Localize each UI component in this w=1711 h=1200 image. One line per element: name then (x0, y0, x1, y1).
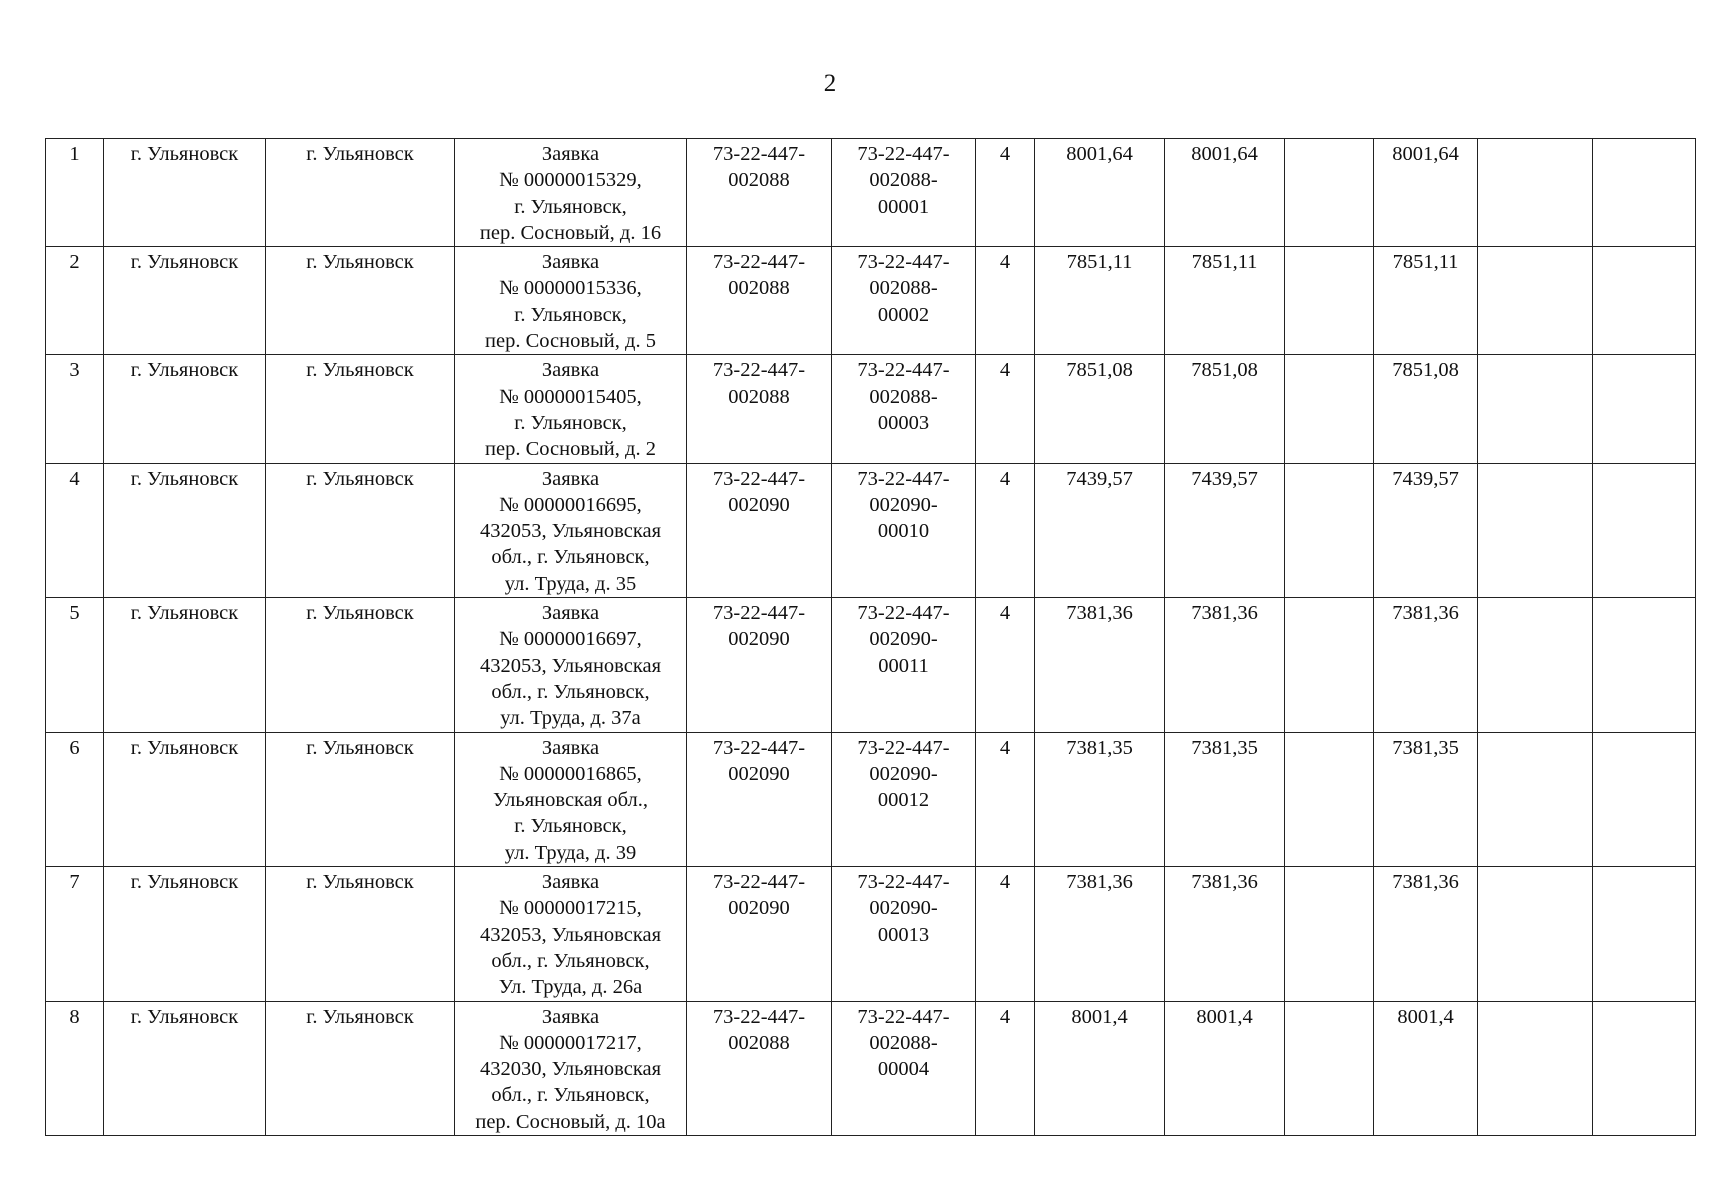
application-cell-line: обл., г. Ульяновск, (491, 546, 650, 569)
amount-2-cell: 7381,36 (1165, 598, 1285, 732)
extra-2-cell (1593, 598, 1696, 732)
cadastral-quarter-cell-line: 002088 (728, 169, 790, 192)
settlement-cell: г. Ульяновск (266, 1001, 455, 1135)
table-row (46, 247, 1696, 355)
row-number: 1 (46, 139, 104, 247)
application-cell-line: № 00000017217, (499, 1031, 642, 1054)
application-cell-line: пер. Сосновый, д. 16 (479, 221, 662, 244)
extra-2-cell (1593, 867, 1696, 1001)
category-cell: 4 (976, 247, 1035, 355)
application-cell-line: 432053, Ульяновская (479, 520, 662, 543)
cadastral-number-cell-line: 002090- (869, 897, 938, 920)
amount-3-cell (1285, 247, 1374, 355)
cadastral-number-cell-line: 73-22-447- (857, 251, 950, 274)
amount-1-cell: 7381,36 (1035, 867, 1165, 1001)
application-cell-line: Ул. Труда, д. 26а (498, 976, 643, 999)
application-cell-line: 432053, Ульяновская (479, 923, 662, 946)
register-rows (46, 139, 1696, 1136)
application-cell-line: ул. Труда, д. 39 (504, 841, 637, 864)
municipality-cell: г. Ульяновск (104, 355, 266, 463)
cadastral-quarter-cell-line: 002090 (728, 762, 790, 785)
cadastral-quarter-cell (687, 867, 832, 1001)
application-cell-line: № 00000015405, (499, 385, 642, 408)
application-cell-line: Заявка (541, 871, 600, 894)
cadastral-number-cell-line: 002090- (869, 762, 938, 785)
cadastral-number-cell-line: 73-22-447- (857, 736, 950, 759)
amount-1-cell: 7851,11 (1035, 247, 1165, 355)
category-cell: 4 (976, 463, 1035, 597)
cadastral-number-cell (832, 1001, 976, 1135)
municipality-cell: г. Ульяновск (104, 463, 266, 597)
cadastral-number-cell (832, 732, 976, 866)
cadastral-number-cell-line: 002088- (869, 1031, 938, 1054)
cadastral-quarter-cell-line: 002088 (728, 385, 790, 408)
cadastral-number-cell-line: 00012 (877, 789, 930, 812)
table-row (46, 732, 1696, 866)
application-cell (455, 732, 687, 866)
cadastral-quarter-cell (687, 732, 832, 866)
amount-3-cell (1285, 355, 1374, 463)
application-cell-line: пер. Сосновый, д. 2 (485, 438, 656, 461)
cadastral-quarter-cell-line: 002088 (728, 277, 790, 300)
amount-3-cell (1285, 598, 1374, 732)
amount-4-cell: 7381,36 (1374, 598, 1478, 732)
row-number: 4 (46, 463, 104, 597)
municipality-cell: г. Ульяновск (104, 732, 266, 866)
extra-1-cell (1478, 732, 1593, 866)
extra-1-cell (1478, 598, 1593, 732)
cadastral-number-cell (832, 463, 976, 597)
amount-1-cell: 7439,57 (1035, 463, 1165, 597)
application-cell-line: Заявка (541, 736, 600, 759)
category-cell: 4 (976, 867, 1035, 1001)
application-cell-line: г. Ульяновск, (514, 815, 627, 838)
amount-4-cell: 7439,57 (1374, 463, 1478, 597)
application-cell-line: обл., г. Ульяновск, (491, 949, 650, 972)
cadastral-number-cell-line: 73-22-447- (857, 1005, 950, 1028)
application-cell (455, 598, 687, 732)
category-cell: 4 (976, 355, 1035, 463)
cadastral-quarter-cell-line: 73-22-447- (712, 143, 806, 165)
cadastral-number-cell-line: 00003 (877, 411, 930, 434)
cadastral-number-cell-line: 002088- (869, 277, 938, 300)
cadastral-quarter-cell-line: 73-22-447- (712, 251, 806, 274)
extra-1-cell (1478, 139, 1593, 247)
amount-4-cell: 7851,08 (1374, 355, 1478, 463)
amount-2-cell: 7851,08 (1165, 355, 1285, 463)
cadastral-quarter-cell-line: 002090 (728, 628, 790, 651)
settlement-cell: г. Ульяновск (266, 463, 455, 597)
settlement-cell: г. Ульяновск (266, 732, 455, 866)
amount-4-cell: 7381,35 (1374, 732, 1478, 866)
cadastral-number-cell-line: 73-22-447- (857, 143, 950, 165)
cadastral-number-cell (832, 598, 976, 732)
settlement-cell: г. Ульяновск (266, 139, 455, 247)
extra-2-cell (1593, 247, 1696, 355)
application-cell (455, 1001, 687, 1135)
extra-1-cell (1478, 247, 1593, 355)
amount-2-cell: 8001,64 (1165, 139, 1285, 247)
cadastral-quarter-cell-line: 002088 (728, 1031, 790, 1054)
application-cell-line: № 00000016695, (499, 493, 642, 516)
cadastral-quarter-cell-line: 73-22-447- (712, 359, 806, 382)
extra-2-cell (1593, 139, 1696, 247)
amount-1-cell: 8001,64 (1035, 139, 1165, 247)
row-number: 3 (46, 355, 104, 463)
application-cell-line: Заявка (541, 1005, 600, 1028)
cadastral-quarter-cell-line: 73-22-447- (712, 467, 806, 490)
cadastral-number-cell-line: 73-22-447- (857, 602, 950, 625)
municipality-cell: г. Ульяновск (104, 598, 266, 732)
amount-2-cell: 7439,57 (1165, 463, 1285, 597)
cadastral-quarter-cell (687, 1001, 832, 1135)
municipality-cell: г. Ульяновск (104, 867, 266, 1001)
settlement-cell: г. Ульяновск (266, 355, 455, 463)
application-cell-line: № 00000015336, (499, 277, 642, 300)
row-number: 5 (46, 598, 104, 732)
row-number: 7 (46, 867, 104, 1001)
cadastral-quarter-cell (687, 139, 832, 247)
cadastral-number-cell-line: 00004 (877, 1058, 930, 1081)
row-number: 8 (46, 1001, 104, 1135)
application-cell-line: № 00000016697, (499, 628, 642, 651)
application-cell-line: г. Ульяновск, (514, 303, 627, 326)
table-row (46, 139, 1696, 247)
amount-4-cell: 7851,11 (1374, 247, 1478, 355)
application-cell-line: г. Ульяновск, (514, 195, 627, 218)
amount-4-cell: 7381,36 (1374, 867, 1478, 1001)
cadastral-number-cell-line: 73-22-447- (857, 467, 950, 490)
application-cell (455, 139, 687, 247)
category-cell: 4 (976, 732, 1035, 866)
cadastral-quarter-cell-line: 73-22-447- (712, 736, 806, 759)
cadastral-quarter-cell (687, 355, 832, 463)
page-number: 2 (823, 70, 837, 97)
table-row (46, 463, 1696, 597)
settlement-cell: г. Ульяновск (266, 867, 455, 1001)
application-cell (455, 867, 687, 1001)
application-cell-line: Заявка (541, 467, 600, 490)
application-cell-line: № 00000017215, (499, 897, 642, 920)
register-table (45, 138, 1696, 1136)
amount-3-cell (1285, 867, 1374, 1001)
application-cell (455, 355, 687, 463)
municipality-cell: г. Ульяновск (104, 1001, 266, 1135)
amount-2-cell: 7851,11 (1165, 247, 1285, 355)
application-cell-line: пер. Сосновый, д. 5 (485, 330, 656, 353)
application-cell-line: № 00000016865, (499, 762, 642, 785)
table-row (46, 598, 1696, 732)
cadastral-number-cell-line: 00011 (878, 654, 929, 677)
amount-3-cell (1285, 139, 1374, 247)
category-cell: 4 (976, 598, 1035, 732)
cadastral-number-cell-line: 73-22-447- (857, 871, 950, 894)
cadastral-number-cell (832, 139, 976, 247)
amount-2-cell: 8001,4 (1165, 1001, 1285, 1135)
application-cell-line: обл., г. Ульяновск, (491, 1084, 650, 1107)
cadastral-quarter-cell-line: 73-22-447- (712, 871, 806, 894)
cadastral-number-cell-line: 00001 (877, 195, 930, 218)
category-cell: 4 (976, 139, 1035, 247)
cadastral-quarter-cell (687, 463, 832, 597)
application-cell-line: № 00000015329, (499, 169, 642, 192)
settlement-cell: г. Ульяновск (266, 598, 455, 732)
application-cell-line: Заявка (541, 602, 600, 625)
application-cell-line: Заявка (541, 251, 600, 274)
application-cell-line: ул. Труда, д. 35 (504, 572, 637, 595)
row-number: 2 (46, 247, 104, 355)
cadastral-quarter-cell-line: 73-22-447- (712, 602, 806, 625)
cadastral-number-cell (832, 247, 976, 355)
settlement-cell: г. Ульяновск (266, 247, 455, 355)
application-cell-line: Заявка (541, 143, 600, 165)
amount-1-cell: 7381,36 (1035, 598, 1165, 732)
table-row (46, 867, 1696, 1001)
cadastral-quarter-cell-line: 73-22-447- (712, 1005, 806, 1028)
cadastral-number-cell-line: 00002 (877, 303, 930, 326)
extra-1-cell (1478, 867, 1593, 1001)
cadastral-number-cell-line: 002090- (869, 493, 938, 516)
amount-1-cell: 7851,08 (1035, 355, 1165, 463)
amount-3-cell (1285, 463, 1374, 597)
cadastral-number-cell (832, 867, 976, 1001)
extra-2-cell (1593, 355, 1696, 463)
cadastral-number-cell-line: 00013 (877, 923, 930, 946)
cadastral-number-cell-line: 002088- (869, 169, 938, 192)
extra-1-cell (1478, 1001, 1593, 1135)
table-row (46, 1001, 1696, 1135)
amount-3-cell (1285, 732, 1374, 866)
amount-2-cell: 7381,35 (1165, 732, 1285, 866)
cadastral-quarter-cell (687, 247, 832, 355)
extra-2-cell (1593, 732, 1696, 866)
application-cell (455, 463, 687, 597)
table-row (46, 355, 1696, 463)
application-cell-line: ул. Труда, д. 37а (500, 707, 641, 730)
amount-1-cell: 7381,35 (1035, 732, 1165, 866)
cadastral-number-cell-line: 73-22-447- (857, 359, 950, 382)
application-cell-line: обл., г. Ульяновск, (491, 680, 650, 703)
application-cell (455, 247, 687, 355)
cadastral-number-cell-line: 00010 (877, 520, 930, 543)
extra-1-cell (1478, 463, 1593, 597)
amount-3-cell (1285, 1001, 1374, 1135)
application-cell-line: г. Ульяновск, (514, 411, 627, 434)
extra-2-cell (1593, 1001, 1696, 1135)
application-cell-line: Ульяновская обл., (492, 789, 649, 812)
amount-1-cell: 8001,4 (1035, 1001, 1165, 1135)
category-cell: 4 (976, 1001, 1035, 1135)
application-cell-line: пер. Сосновый, д. 10а (475, 1110, 666, 1133)
amount-4-cell: 8001,64 (1374, 139, 1478, 247)
application-cell-line: 432030, Ульяновская (479, 1058, 662, 1081)
cadastral-quarter-cell-line: 002090 (728, 897, 790, 920)
amount-2-cell: 7381,36 (1165, 867, 1285, 1001)
application-cell-line: Заявка (541, 359, 600, 382)
application-cell-line: 432053, Ульяновская (479, 654, 662, 677)
extra-2-cell (1593, 463, 1696, 597)
cadastral-number-cell-line: 002088- (869, 385, 938, 408)
cadastral-number-cell (832, 355, 976, 463)
amount-4-cell: 8001,4 (1374, 1001, 1478, 1135)
row-number: 6 (46, 732, 104, 866)
municipality-cell: г. Ульяновск (104, 139, 266, 247)
municipality-cell: г. Ульяновск (104, 247, 266, 355)
cadastral-quarter-cell (687, 598, 832, 732)
cadastral-quarter-cell-line: 002090 (728, 493, 790, 516)
cadastral-number-cell-line: 002090- (869, 628, 938, 651)
extra-1-cell (1478, 355, 1593, 463)
